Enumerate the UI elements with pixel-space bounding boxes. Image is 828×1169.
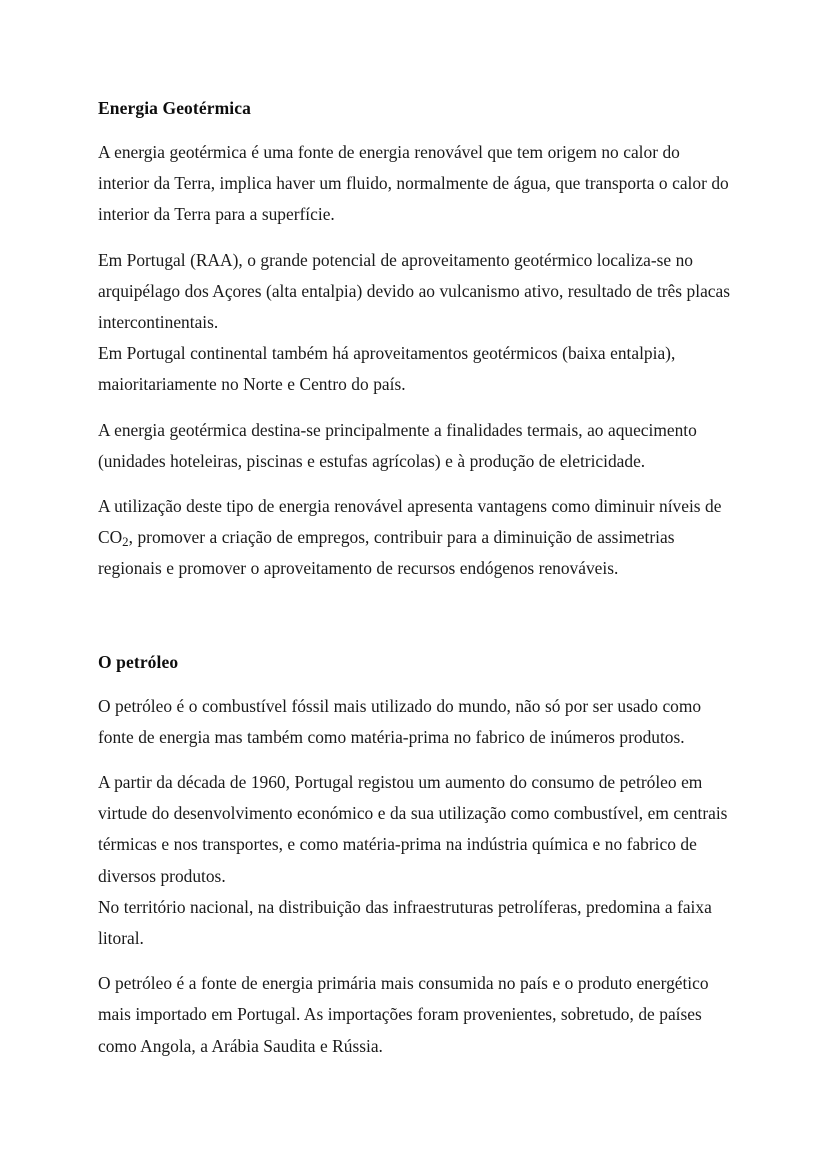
- vantagens-text-after-co2: , promover a criação de empregos, contribuir para a diminuição de assimetrias regionais e promover o aproveitamento de recursos endógenos renováveis.: [98, 527, 675, 579]
- paragraph-petroleo-decada-1960: [98, 767, 734, 954]
- section-heading-o-petroleo: O petróleo: [98, 651, 179, 672]
- paragraph-geotermica-definicao: A energia geotérmica é uma fonte de energia renovável que tem origem no calor do interior da Terra, implica haver um fluido, normalmente de água, que transporta o calor do interior da Terra para a superfície.: [98, 142, 729, 225]
- paragraph-geotermica-vantagens: [98, 491, 734, 585]
- spacer: [98, 120, 734, 137]
- spacer: [98, 954, 734, 968]
- line-acores: Em Portugal (RAA), o grande potencial de aproveitamento geotérmico localiza-se no arquipélago dos Açores (alta entalpia) devido ao vulcanismo ativo, resultado de três placas intercontinentais.: [98, 249, 730, 333]
- spacer: [98, 753, 734, 767]
- paragraph-geotermica-finalidades: A energia geotérmica destina-se principalmente a finalidades termais, ao aquecimento (unidades hoteleiras, piscinas e estufas agrícolas) e à produção de eletricidade.: [98, 419, 697, 471]
- paragraph-geotermica-portugal: [98, 245, 734, 401]
- line-consumo-1960: A partir da década de 1960, Portugal registou um aumento do consumo de petróleo em virtude do desenvolvimento económico e da sua utilização como combustível, em centrais térmicas e nos transportes, e como matéria-prima na indústria química e no fabrico de diversos produtos.: [98, 772, 728, 886]
- document-body: [98, 96, 734, 1062]
- vantagens-text-before-co2: A utilização deste tipo de energia renovável apresenta vantagens como diminuir níveis de CO: [98, 496, 722, 548]
- spacer: [98, 231, 734, 245]
- section-spacer: [98, 585, 734, 650]
- paragraph-petroleo-importacoes: O petróleo é a fonte de energia primária mais consumida no país e o produto energético mais importado em Portugal. As importações foram provenientes, sobretudo, de países como Angola, a Arábia Saudita e Rússia.: [98, 973, 709, 1056]
- section-heading-energia-geotermica: Energia Geotérmica: [98, 98, 251, 118]
- spacer: [98, 477, 734, 491]
- paragraph-petroleo-combustivel: O petróleo é o combustível fóssil mais utilizado do mundo, não só por ser usado como fonte de energia mas também como matéria-prima no fabrico de inúmeros produtos.: [98, 695, 702, 747]
- line-continental: Em Portugal continental também há aproveitamentos geotérmicos (baixa entalpia), maioritariamente no Norte e Centro do país.: [98, 343, 676, 395]
- spacer: [98, 674, 734, 691]
- spacer: [98, 401, 734, 415]
- co2-subscript: 2: [122, 535, 129, 550]
- line-territorio-nacional: No território nacional, na distribuição das infraestruturas petrolíferas, predomina a faixa litoral.: [98, 896, 712, 949]
